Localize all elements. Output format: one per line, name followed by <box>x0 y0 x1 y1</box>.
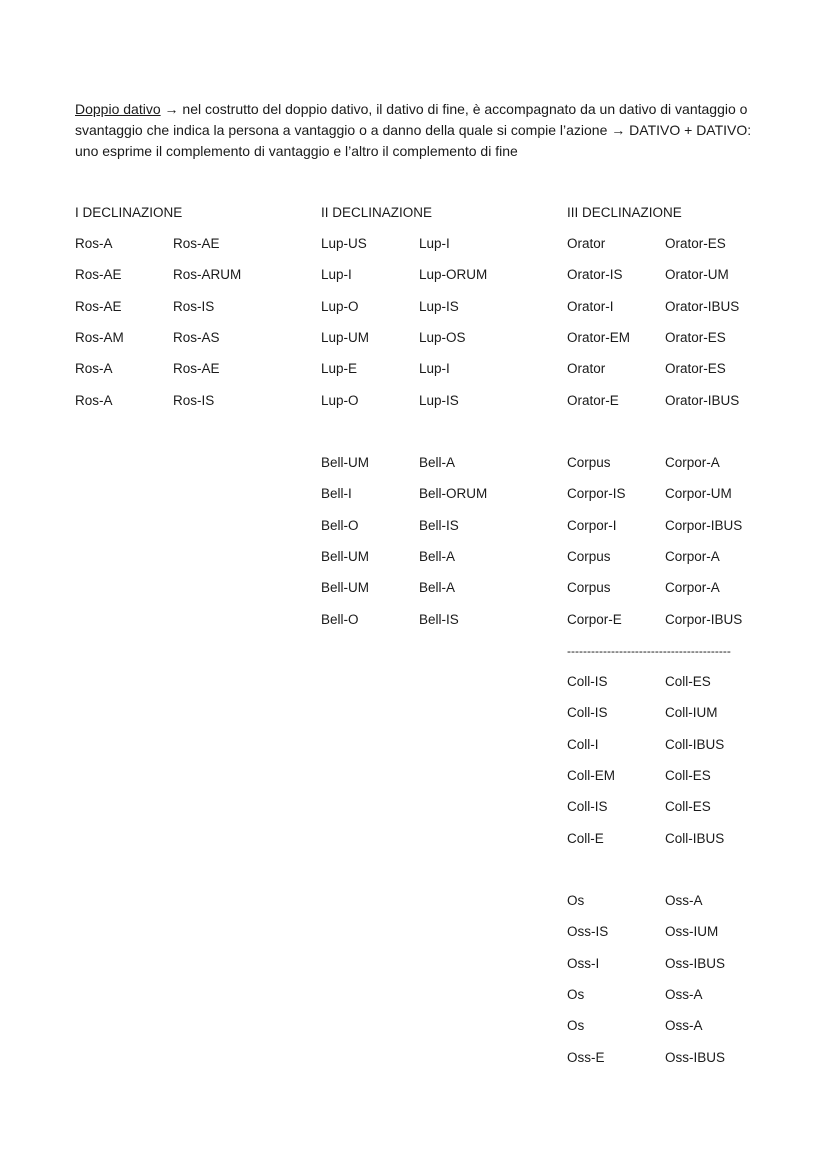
plural-form: Orator-IBUS <box>665 393 740 408</box>
singular-form: Oss-I <box>567 956 600 971</box>
plural-form: Corpor-A <box>665 549 720 564</box>
plural-form: Bell-IS <box>419 518 459 533</box>
singular-form: Bell-O <box>321 518 359 533</box>
singular-form: Orator-IS <box>567 267 623 282</box>
plural-form: Coll-IBUS <box>665 737 725 752</box>
intro-paragraph <box>75 99 765 162</box>
singular-form: Corpor-IS <box>567 486 626 501</box>
singular-form: Oss-IS <box>567 924 609 939</box>
plural-form: Oss-A <box>665 893 703 908</box>
plural-form: Lup-IS <box>419 299 459 314</box>
plural-form: Ros-IS <box>173 299 215 314</box>
intro-term: Doppio dativo <box>75 101 161 117</box>
singular-form: Lup-E <box>321 361 358 376</box>
plural-form: Lup-I <box>419 236 450 251</box>
plural-form: Orator-ES <box>665 361 726 376</box>
singular-form: Oss-E <box>567 1050 605 1065</box>
singular-form: Bell-O <box>321 612 359 627</box>
singular-form: Ros-AE <box>75 299 122 314</box>
plural-form: Coll-IUM <box>665 705 718 720</box>
singular-form: Corpus <box>567 455 611 470</box>
singular-form: Ros-AM <box>75 330 124 345</box>
declension-3-title: III DECLINAZIONE <box>567 205 682 220</box>
plural-form: Coll-ES <box>665 799 711 814</box>
singular-form: Coll-EM <box>567 768 616 783</box>
plural-form: Lup-IS <box>419 393 459 408</box>
singular-form: Bell-UM <box>321 455 370 470</box>
plural-form: Orator-IBUS <box>665 299 740 314</box>
singular-form: Os <box>567 1018 585 1033</box>
plural-form: Lup-I <box>419 361 450 376</box>
singular-form: Corpor-I <box>567 518 617 533</box>
singular-form: Ros-A <box>75 393 113 408</box>
singular-form: Ros-A <box>75 361 113 376</box>
plural-form: Orator-ES <box>665 330 726 345</box>
singular-form: Coll-E <box>567 831 604 846</box>
plural-form: Ros-ARUM <box>173 267 242 282</box>
plural-form: Corpor-A <box>665 455 720 470</box>
plural-form: Corpor-IBUS <box>665 518 743 533</box>
plural-form: Corpor-A <box>665 580 720 595</box>
plural-form: Ros-AE <box>173 361 220 376</box>
singular-form: Ros-A <box>75 236 113 251</box>
plural-form: Orator-ES <box>665 236 726 251</box>
plural-form: Coll-ES <box>665 768 711 783</box>
singular-form: Orator <box>567 236 606 251</box>
plural-form: Corpor-UM <box>665 486 732 501</box>
plural-form: Oss-IUM <box>665 924 719 939</box>
singular-form: Corpus <box>567 549 611 564</box>
singular-form: Lup-I <box>321 267 352 282</box>
plural-form: Bell-A <box>419 455 456 470</box>
plural-form: Corpor-IBUS <box>665 612 743 627</box>
declension-1-title: I DECLINAZIONE <box>75 205 183 220</box>
singular-form: Coll-IS <box>567 705 608 720</box>
plural-form: Bell-A <box>419 580 456 595</box>
plural-form: Oss-IBUS <box>665 1050 726 1065</box>
plural-form: Bell-A <box>419 549 456 564</box>
declension-2-title: II DECLINAZIONE <box>321 205 433 220</box>
singular-form: Bell-I <box>321 486 352 501</box>
plural-form: Lup-ORUM <box>419 267 488 282</box>
plural-form: Coll-ES <box>665 674 711 689</box>
arrow-glyph: → <box>164 101 179 117</box>
singular-form: Orator-I <box>567 299 614 314</box>
plural-form: Orator-UM <box>665 267 729 282</box>
plural-form: Bell-ORUM <box>419 486 488 501</box>
singular-form: Orator-EM <box>567 330 631 345</box>
singular-form: Lup-O <box>321 299 359 314</box>
intro-text-1: nel costrutto del doppio dativo, il dativo di fine, è accompagnato da un dativo di vantaggio o svantaggio che indica la persona a vantaggio o a danno della quale si compie l’azione <box>75 101 748 138</box>
singular-form: Coll-IS <box>567 674 608 689</box>
singular-form: Orator-E <box>567 393 619 408</box>
singular-form: Bell-UM <box>321 580 370 595</box>
intro-text-2: DATIVO + DATIVO: uno esprime il complemento di vantaggio e l’altro il complemento di fine <box>75 122 752 159</box>
plural-form: Oss-A <box>665 1018 703 1033</box>
plural-form: Ros-AS <box>173 330 220 345</box>
plural-form: Lup-OS <box>419 330 466 345</box>
plural-form: Coll-IBUS <box>665 831 725 846</box>
arrow-glyph: → <box>611 122 626 138</box>
plural-form: Oss-IBUS <box>665 956 726 971</box>
singular-form: Corpor-E <box>567 612 622 627</box>
singular-form: Coll-IS <box>567 799 608 814</box>
singular-form: Ros-AE <box>75 267 122 282</box>
singular-form: Lup-UM <box>321 330 370 345</box>
singular-form: Coll-I <box>567 737 599 752</box>
dashed-separator: ----------------------------------------- <box>567 644 731 658</box>
singular-form: Corpus <box>567 580 611 595</box>
plural-form: Ros-AE <box>173 236 220 251</box>
singular-form: Os <box>567 893 585 908</box>
plural-form: Bell-IS <box>419 612 459 627</box>
singular-form: Lup-US <box>321 236 367 251</box>
singular-form: Bell-UM <box>321 549 370 564</box>
singular-form: Orator <box>567 361 606 376</box>
plural-form: Oss-A <box>665 987 703 1002</box>
plural-form: Ros-IS <box>173 393 215 408</box>
singular-form: Os <box>567 987 585 1002</box>
singular-form: Lup-O <box>321 393 359 408</box>
